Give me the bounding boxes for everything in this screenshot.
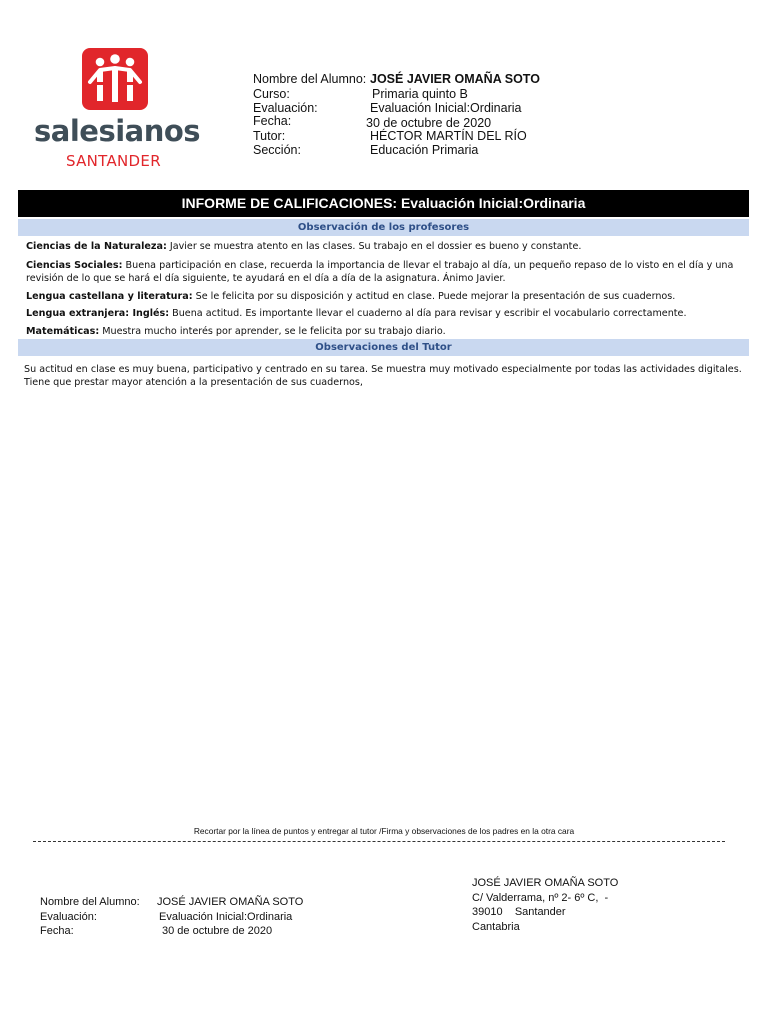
- evaluacion-label: Evaluación:: [253, 101, 318, 115]
- footer-student-info: [40, 895, 340, 945]
- observation-text: Buena actitud. Es importante llevar el cuaderno al día para revisar y escribir el vocabulario correctamente.: [172, 308, 687, 319]
- observation-text: Se le felicita por su disposición y actitud en clase. Puede mejorar la presentación de sus cuadernos.: [195, 291, 676, 302]
- logo-brand-text: salesianos: [34, 114, 201, 148]
- salesianos-logo: [30, 48, 200, 173]
- report-title: INFORME DE CALIFICACIONES: Evaluación Inicial:Ordinaria: [18, 190, 749, 217]
- subject-label: Lengua castellana y literatura:: [26, 291, 193, 302]
- cut-instruction: Recortar por la línea de puntos y entregar al tutor /Firma y observaciones de los padres en la otra cara: [193, 826, 575, 836]
- seccion-label: Sección:: [253, 143, 301, 157]
- address-line: 39010 Santander: [472, 906, 566, 918]
- observation-text: Muestra mucho interés por aprender, se le felicita por su trabajo diario.: [102, 326, 446, 337]
- observation-item: [26, 326, 748, 339]
- observation-item: [26, 291, 748, 304]
- footer-nombre-label: Nombre del Alumno:: [40, 896, 140, 908]
- subject-label: Ciencias Sociales:: [26, 260, 123, 271]
- observation-item: [26, 308, 748, 321]
- curso-value: Primaria quinto B: [372, 86, 468, 101]
- footer-evaluacion-label: Evaluación:: [40, 910, 97, 923]
- tutor-observation: [24, 364, 748, 389]
- address-line: C/ Valderrama, nº 2- 6º C, -: [472, 891, 609, 904]
- observation-text: Buena participación en clase, recuerda la importancia de llevar el trabajo al día, un pequeño repaso de lo visto en el día y una revisión de lo que se hará el día siguiente, te ayudará en el día a día de la asignatura. Ánimo Javier.: [26, 260, 734, 284]
- subject-label: Ciencias de la Naturaleza:: [26, 241, 167, 252]
- curso-label: Curso:: [253, 86, 290, 101]
- tutor-value: HÉCTOR MARTÍN DEL RÍO: [370, 129, 527, 143]
- salesianos-emblem-icon: [82, 48, 148, 110]
- subject-label: Lengua extranjera: Inglés:: [26, 308, 170, 319]
- observation-text: Javier se muestra atento en las clases. Su trabajo en el dossier es bueno y constante.: [169, 241, 582, 252]
- address-name: JOSÉ JAVIER OMAÑA SOTO: [472, 877, 619, 889]
- footer-address: [472, 876, 732, 936]
- footer-evaluacion-value: Evaluación Inicial:Ordinaria: [159, 910, 293, 923]
- tutor-label: Tutor:: [253, 129, 286, 143]
- nombre-value: JOSÉ JAVIER OMAÑA SOTO: [370, 72, 540, 86]
- subject-label: Matemáticas:: [26, 326, 100, 337]
- dotted-cut-line: [33, 841, 725, 842]
- seccion-value: Educación Primaria: [370, 143, 479, 157]
- observation-item: [26, 260, 748, 285]
- tutor-text-line: Su actitud en clase es muy buena, participativo y centrado en su tarea. Se muestra muy motivado especialmente por todas las actividades digitales.: [24, 364, 742, 375]
- address-line: Cantabria: [472, 920, 520, 933]
- logo-city-text: SANTANDER: [66, 152, 161, 170]
- footer-nombre-value: JOSÉ JAVIER OMAÑA SOTO: [157, 896, 304, 908]
- fecha-value: 30 de octubre de 2020: [366, 116, 492, 130]
- tutor-section-header: Observaciones del Tutor: [18, 339, 749, 356]
- footer-fecha-label: Fecha:: [40, 925, 74, 937]
- evaluacion-value: Evaluación Inicial:Ordinaria: [370, 101, 522, 115]
- fecha-label: Fecha:: [253, 114, 292, 128]
- student-info: [253, 72, 723, 162]
- teachers-section-header: Observación de los profesores: [18, 219, 749, 236]
- tutor-text-line: Tiene que prestar mayor atención a la presentación de sus cuadernos,: [24, 376, 363, 388]
- footer-fecha-value: 30 de octubre de 2020: [162, 925, 273, 937]
- observation-item: [26, 241, 748, 254]
- nombre-label: Nombre del Alumno:: [253, 72, 367, 86]
